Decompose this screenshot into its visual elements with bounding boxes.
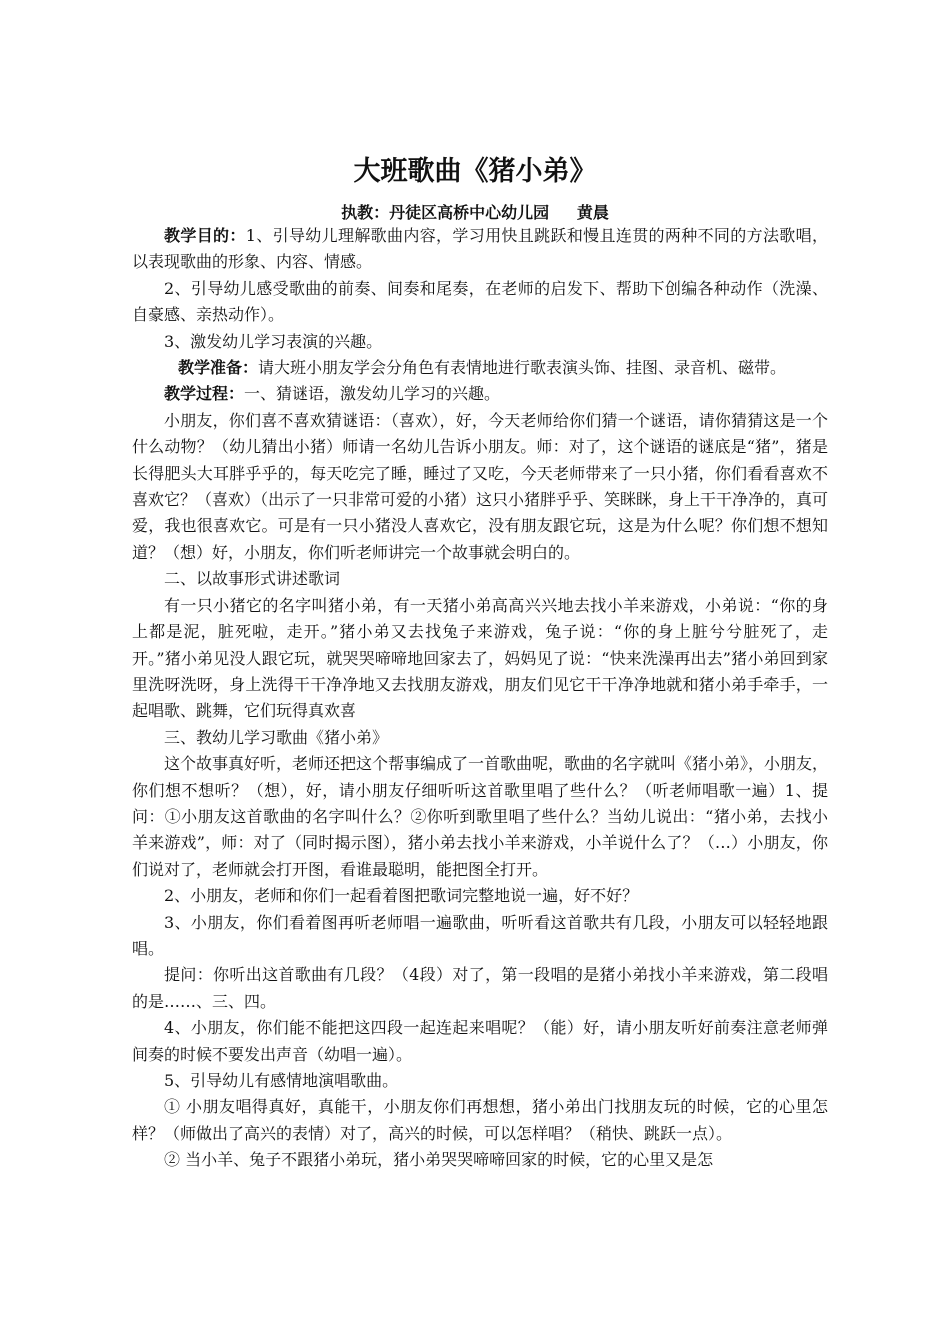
item-5-2-paragraph: ② 当小羊、兔子不跟猪小弟玩，猪小弟哭哭啼啼回家的时候，它的心里又是怎 <box>164 1150 714 1170</box>
step-3-heading: 三、教幼儿学习歌曲《猪小弟》 <box>164 727 389 747</box>
prep-text: 请大班小朋友学会分角色有表情地进行歌表演头饰、挂图、录音机、磁带。 <box>258 358 787 378</box>
item-5-1-paragraph: ① 小朋友唱得真好，真能干，小朋友你们再想想，猪小弟出门找朋友玩的时候，它的心里怎样？（师做出了高兴的表情）对了，高兴的时候，可以怎样唱？（稍快、跳跃一点）。 <box>132 1097 828 1143</box>
goal-paragraph-2: 2、引导幼儿感受歌曲的前奏、间奏和尾奏，在老师的启发下、帮助下创编各种动作（洗澡、自豪感、亲热动作）。 <box>132 278 828 325</box>
goal-label: 教学目的： <box>164 226 246 245</box>
process-step-1: 一、猜谜语，激发幼儿学习的兴趣。 <box>244 384 501 404</box>
step-2-heading: 二、以故事形式讲述歌词 <box>164 569 341 589</box>
goal-text-1: 1、引导幼儿理解歌曲内容，学习用快且跳跃和慢且连贯的两种不同的方法歌唱，以表现歌曲的形象、内容、情感。 <box>132 226 828 272</box>
item-5-paragraph: 5、引导幼儿有感情地演唱歌曲。 <box>164 1071 399 1090</box>
process-label: 教学过程： <box>164 384 245 404</box>
item-2-paragraph: 2、小朋友，老师和你们一起看着图把歌词完整地说一遍，好不好？ <box>164 886 639 906</box>
item-3-paragraph: 3、小朋友，你们看着图再听老师唱一遍歌曲，听听看这首歌共有几段，小朋友可以轻轻地跟唱。 <box>132 912 828 958</box>
teach-paragraph: 这个故事真好听，老师还把这个帮事编成了一首歌曲呢，歌曲的名字就叫《猪小弟》，小朋友，你们想不想听？（想），好，请小朋友仔细听听这首歌里唱了些什么？（听老师唱歌一遍）1、提问：①小朋友这首歌曲的名字叫什么？②你听到歌里唱了些什么？当幼儿说出：“猪小弟，去找小羊来游戏”，师：对了（同时揭示图），猪小弟去找小羊来游戏，小羊说什么了？（…）小朋友，你们说对了，老师就会打开图，看谁最聪明，能把图全打开。 <box>132 754 829 879</box>
process-heading <box>132 381 828 407</box>
prep-paragraph <box>132 355 828 381</box>
story-paragraph: 有一只小猪它的名字叫猪小弟，有一天猪小弟高高兴兴地去找小羊来游戏，小弟说：“你的身上都是泥，脏死啦，走开。”猪小弟又去找兔子来游戏，兔子说：“你的身上脏兮兮脏死了，走开。”猪小弟见没人跟它玩，就哭哭啼啼地回家去了，妈妈见了说：“快来洗澡再出去”猪小弟回到家里洗呀洗呀，身上洗得干干净净地又去找朋友游戏，朋友们见它干干净净地就和猪小弟手牵手，一起唱歌、跳舞，它们玩得真欢喜 <box>132 595 828 721</box>
question-paragraph: 提问：你听出这首歌曲有几段？（4段）对了，第一段唱的是猪小弟找小羊来游戏，第二段唱的是……、三、四。 <box>132 965 828 1011</box>
prep-label: 教学准备： <box>178 358 259 378</box>
document-title: 大班歌曲《猪小弟》 <box>353 156 597 187</box>
goal-paragraph-3: 3、激发幼儿学习表演的兴趣。 <box>164 331 383 351</box>
item-4-paragraph: 4、小朋友，你们能不能把这四段一起连起来唱呢？（能）好，请小朋友听好前奏注意老师弹间奏的时候不要发出声音（幼唱一遍）。 <box>132 1018 828 1064</box>
document-body <box>132 223 828 1174</box>
author-line: 执教：丹徒区高桥中心幼儿园 黄晨 <box>341 203 609 222</box>
goal-paragraph-1 <box>132 223 828 276</box>
riddle-paragraph: 小朋友，你们喜不喜欢猜谜语：（喜欢），好，今天老师给你们猜一个谜语，请你猜猜这是一个什么动物？（幼儿猜出小猪）师请一名幼儿告诉小朋友。师：对了，这个谜语的谜底是“猪”，猪是长得肥头大耳胖乎乎的，每天吃完了睡，睡过了又吃，今天老师带来了一只小猪，你们看看喜欢不喜欢它？（喜欢）（出示了一只非常可爱的小猪）这只小猪胖乎乎、笑眯眯，身上干干净净的，真可爱，我也很喜欢它。可是有一只小猪没人喜欢它，没有朋友跟它玩，这是为什么呢？你们想不想知道？（想）好，小朋友，你们听老师讲完一个故事就会明白的。 <box>132 410 829 562</box>
